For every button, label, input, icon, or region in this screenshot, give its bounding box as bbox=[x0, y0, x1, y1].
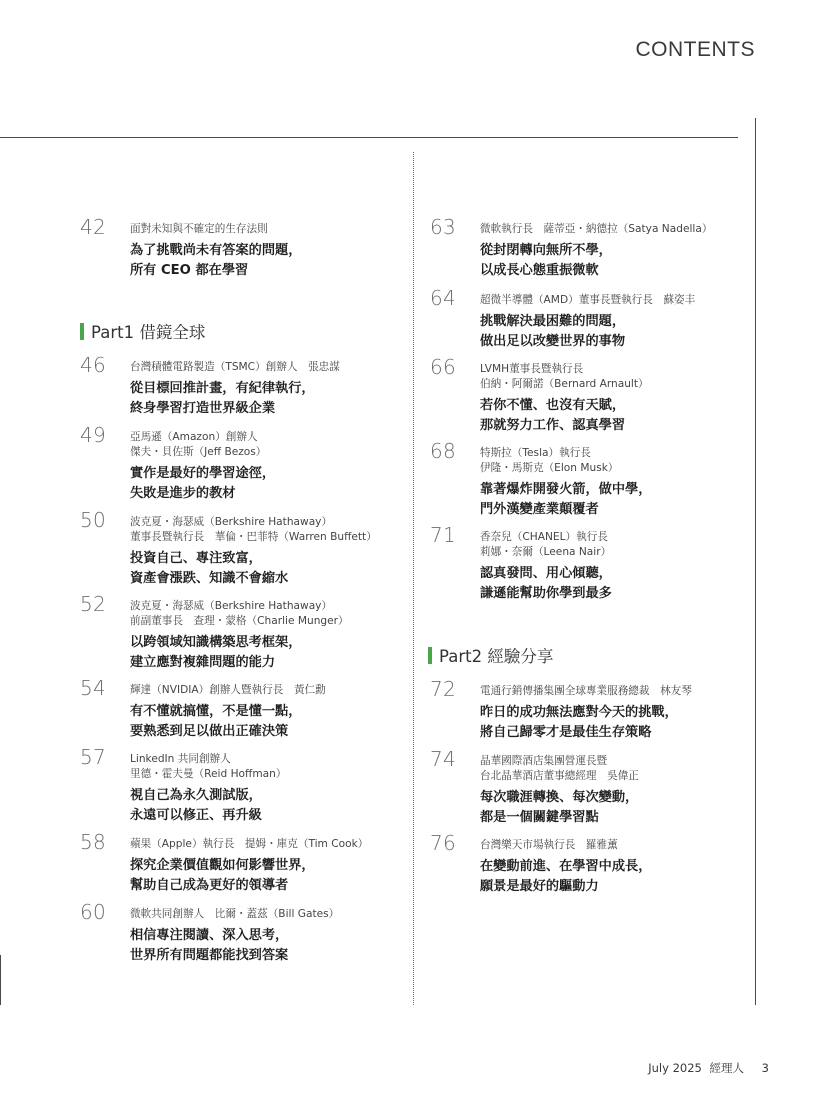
headline-line: 永遠可以修正、再升級 bbox=[130, 808, 262, 823]
entry-info bbox=[480, 446, 651, 520]
entry-desc: 蘋果（Apple）執行長 提姆・庫克（Tim Cook） bbox=[130, 838, 369, 850]
page-number: 49 bbox=[80, 423, 107, 447]
entry-info bbox=[130, 907, 339, 966]
page-number: 54 bbox=[80, 676, 107, 700]
footer-page-number: 3 bbox=[761, 1061, 769, 1075]
section-marker bbox=[428, 647, 432, 664]
entry-desc: 波克夏・海瑟威（Berkshire Hathaway） bbox=[130, 516, 333, 528]
entry-info bbox=[480, 838, 651, 897]
headline-line: 失敗是進步的教材 bbox=[130, 486, 236, 501]
headline-line: 建立應對複雜問題的能力 bbox=[130, 655, 276, 670]
headline-line: 幫助自己成為更好的領導者 bbox=[130, 878, 289, 893]
entry-headline bbox=[130, 856, 368, 896]
entry-desc: 微軟執行長 薩蒂亞・納德拉（Satya Nadella） bbox=[480, 223, 713, 235]
entry-desc: 輝達（NVIDIA）創辦人暨執行長 黃仁勳 bbox=[130, 684, 326, 696]
entry-headline bbox=[480, 564, 612, 604]
headline-line: 有不懂就搞懂，不是懂一點， bbox=[130, 704, 302, 719]
entry-info bbox=[480, 684, 692, 743]
entry-headline bbox=[480, 703, 692, 743]
entry-desc: 莉娜・奈爾（Leena Nair） bbox=[480, 546, 612, 558]
entry-desc: 電通行銷傳播集團全球專業服務總裁 林友琴 bbox=[480, 685, 692, 697]
entry-desc: 波克夏・海瑟威（Berkshire Hathaway） bbox=[130, 600, 333, 612]
entry-headline bbox=[130, 241, 301, 281]
headline-line: 若你不懂、也沒有天賦， bbox=[480, 398, 626, 413]
entry-desc: 超微半導體（AMD）董事長暨執行長 蘇姿丰 bbox=[480, 294, 696, 306]
page-number: 66 bbox=[430, 355, 457, 379]
headline-line: 要熟悉到足以做出正確決策 bbox=[130, 724, 289, 739]
headline-line: 門外漢變產業顛覆者 bbox=[480, 502, 599, 517]
entry-info bbox=[480, 754, 639, 828]
entry-info bbox=[130, 360, 340, 419]
headline-line: 世界所有問題都能找到答案 bbox=[130, 948, 289, 963]
column-divider bbox=[413, 152, 414, 1005]
entry-headline bbox=[130, 464, 275, 504]
headline-line: 實作是最好的學習途徑， bbox=[130, 466, 276, 481]
headline-line: 相信專注閱讀、深入思考， bbox=[130, 928, 289, 943]
headline-line: 視自己為永久測試版， bbox=[130, 788, 262, 803]
entry-headline bbox=[130, 633, 349, 673]
entry-headline bbox=[130, 926, 339, 966]
entry-desc: 微軟共同創辦人 比爾・蓋茲（Bill Gates） bbox=[130, 908, 340, 920]
entry-desc: 亞馬遜（Amazon）創辦人 bbox=[130, 431, 258, 443]
page-number: 42 bbox=[80, 215, 107, 239]
entry-desc: 特斯拉（Tesla）執行長 bbox=[480, 447, 591, 459]
entry-desc: 前副董事長 查理・蒙格（Charlie Munger） bbox=[130, 615, 349, 627]
page-number: 60 bbox=[80, 900, 107, 924]
headline-line: 挑戰解決最困難的問題， bbox=[480, 314, 626, 329]
entry-info bbox=[480, 293, 695, 352]
entry-desc: 傑夫・貝佐斯（Jeff Bezos） bbox=[130, 446, 267, 458]
page-number: 64 bbox=[430, 286, 457, 310]
headline-line: 以跨領域知識構築思考框架， bbox=[130, 635, 302, 650]
entry-headline bbox=[130, 786, 286, 826]
entry-info bbox=[130, 430, 275, 504]
entry-desc: 伊隆・馬斯克（Elon Musk） bbox=[480, 462, 619, 474]
headline-line: 所有 CEO 都在學習 bbox=[130, 263, 249, 278]
entry-desc: LinkedIn 共同創辦人 bbox=[130, 753, 231, 765]
contents-title: CONTENTS bbox=[635, 38, 755, 61]
entry-desc: LVMH董事長暨執行長 bbox=[480, 363, 584, 375]
headline-line: 在變動前進、在學習中成長， bbox=[480, 859, 652, 874]
page-footer bbox=[644, 1060, 769, 1076]
entry-info bbox=[130, 599, 349, 673]
headline-line: 為了挑戰尚未有答案的問題， bbox=[130, 243, 302, 258]
entry-desc: 面對未知與不確定的生存法則 bbox=[130, 223, 268, 235]
page-number: 63 bbox=[430, 215, 457, 239]
page-number: 52 bbox=[80, 592, 107, 616]
page-number: 57 bbox=[80, 745, 107, 769]
entry-headline bbox=[480, 396, 649, 436]
headline-line: 將自己歸零才是最佳生存策略 bbox=[480, 725, 652, 740]
entry-info bbox=[480, 222, 712, 281]
entry-info bbox=[130, 222, 301, 281]
entry-headline bbox=[480, 788, 639, 828]
headline-line: 做出足以改變世界的事物 bbox=[480, 334, 626, 349]
headline-line: 那就努力工作、認真學習 bbox=[480, 418, 626, 433]
page-number: 46 bbox=[80, 353, 107, 377]
headline-line: 從目標回推計畫，有紀律執行， bbox=[130, 381, 315, 396]
headline-line: 從封閉轉向無所不學， bbox=[480, 243, 612, 258]
entry-info bbox=[130, 837, 368, 896]
entry-headline bbox=[480, 312, 695, 352]
section-part2-label: Part2 經驗分享 bbox=[439, 647, 554, 666]
entry-desc: 台北晶華酒店董事總經理 吳偉正 bbox=[480, 770, 639, 782]
page-number: 71 bbox=[430, 523, 457, 547]
entry-desc: 伯納・阿爾諾（Bernard Arnault） bbox=[480, 378, 649, 390]
page-number: 76 bbox=[430, 831, 457, 855]
entry-headline bbox=[480, 857, 651, 897]
section-part1-label: Part1 借鏡全球 bbox=[91, 323, 206, 342]
headline-line: 都是一個關鍵學習點 bbox=[480, 810, 599, 825]
headline-line: 昨日的成功無法應對今天的挑戰， bbox=[480, 705, 678, 720]
headline-line: 謙遜能幫助你學到最多 bbox=[480, 586, 612, 601]
entry-headline bbox=[130, 379, 340, 419]
headline-line: 資產會漲跌、知識不會縮水 bbox=[130, 571, 289, 586]
entry-headline bbox=[480, 480, 651, 520]
entry-headline bbox=[130, 702, 326, 742]
entry-info bbox=[130, 515, 377, 589]
entry-info bbox=[130, 683, 326, 742]
headline-line: 終身學習打造世界級企業 bbox=[130, 401, 276, 416]
page-number: 58 bbox=[80, 830, 107, 854]
entry-info bbox=[480, 530, 612, 604]
page-number: 74 bbox=[430, 747, 457, 771]
headline-line: 願景是最好的驅動力 bbox=[480, 879, 599, 894]
left-divider bbox=[0, 955, 1, 1005]
entry-desc: 香奈兒（CHANEL）執行長 bbox=[480, 531, 608, 543]
entry-info bbox=[480, 362, 649, 436]
headline-line: 每次職涯轉換、每次變動， bbox=[480, 790, 639, 805]
entry-desc: 里德・霍夫曼（Reid Hoffman） bbox=[130, 768, 287, 780]
headline-line: 探究企業價值觀如何影響世界， bbox=[130, 858, 315, 873]
headline-line: 投資自己、專注致富， bbox=[130, 551, 262, 566]
headline-line: 以成長心態重振微軟 bbox=[480, 263, 599, 278]
section-marker bbox=[80, 323, 84, 340]
section-part2 bbox=[428, 643, 553, 667]
entry-headline bbox=[130, 549, 377, 589]
headline-line: 認真發問、用心傾聽， bbox=[480, 566, 612, 581]
right-divider bbox=[755, 118, 756, 1005]
footer-issue: July 2025 bbox=[648, 1061, 702, 1075]
page-number: 68 bbox=[430, 439, 457, 463]
headline-line: 靠著爆炸開發火箭，做中學， bbox=[480, 482, 652, 497]
entry-headline bbox=[480, 241, 712, 281]
entry-info bbox=[130, 752, 286, 826]
top-divider bbox=[0, 137, 738, 138]
entry-desc: 董事長暨執行長 華倫・巴菲特（Warren Buffett） bbox=[130, 531, 377, 543]
footer-magazine: 經理人 bbox=[709, 1061, 745, 1075]
entry-desc: 台灣積體電路製造（TSMC）創辦人 張忠謀 bbox=[130, 361, 340, 373]
entry-desc: 晶華國際酒店集團營運長暨 bbox=[480, 755, 608, 767]
section-part1 bbox=[80, 319, 205, 343]
page-number: 72 bbox=[430, 677, 457, 701]
page-number: 50 bbox=[80, 508, 107, 532]
entry-desc: 台灣樂天市場執行長 羅雅薰 bbox=[480, 839, 618, 851]
